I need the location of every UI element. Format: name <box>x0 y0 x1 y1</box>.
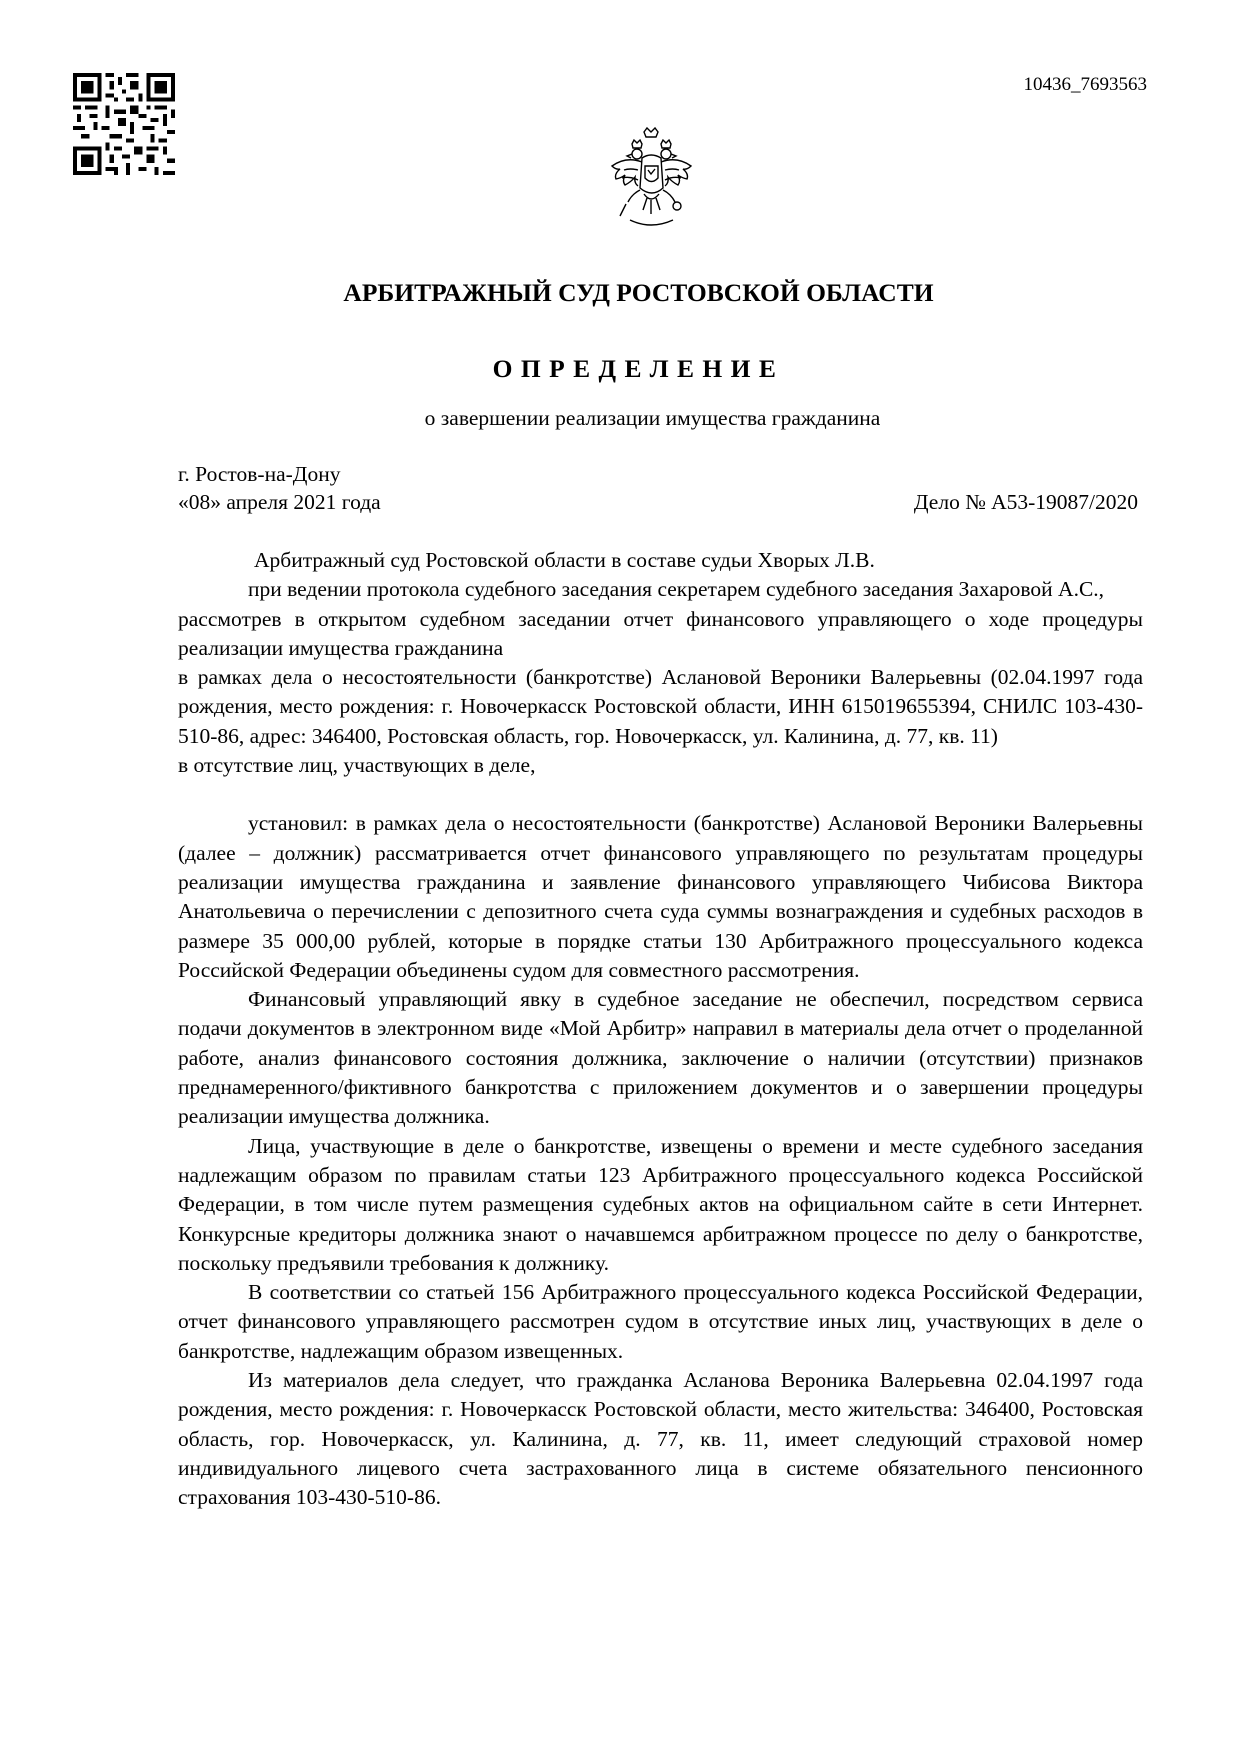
document-type: ОПРЕДЕЛЕНИЕ <box>492 354 785 383</box>
document-body <box>178 546 1143 1513</box>
paragraph-case-materials: Из материалов дела следует, что гражданка Асланова Вероника Валерьевна 02.04.1997 года рождения, место рождения: г. Новочеркасск Ростовской области, место жительства: 346400, Ростовская область, гор. Новочеркасск, ул. Калинина, д. 77, кв. 11, имеет следующий страховой номер индивидуального лицевого счета застрахованного лица в системе обязательного пенсионного страхования 103-430-510-86. <box>178 1368 1143 1510</box>
paragraph-article-156: В соответствии со статьей 156 Арбитражного процессуального кодекса Российской Федерации, отчет финансового управляющего рассмотрен судом в отсутствие иных лиц, участвующих в деле о банкротстве, надлежащим образом извещенных. <box>178 1280 1143 1363</box>
paragraph-notification: Лица, участвующие в деле о банкротстве, извещены о времени и месте судебного заседания надлежащим образом по правилам статьи 123 Арбитражного процессуального кодекса Российской Федерации, в том числе путем размещения судебных актов на официальном сайте в сети Интернет. Конкурсные кредиторы должника знают о начавшемся арбитражном процессе по делу о банкротстве, поскольку предъявили требования к должнику. <box>178 1133 1143 1275</box>
paragraph-absence: в отсутствие лиц, участвующих в деле, <box>178 753 536 778</box>
document-subject: о завершении реализации имущества гражданина <box>424 406 881 430</box>
court-name: АРБИТРАЖНЫЙ СУД РОСТОВСКОЙ ОБЛАСТИ <box>343 278 934 307</box>
paragraph-manager-report: Финансовый управляющий явку в судебное заседание не обеспечил, посредством сервиса подачи документов в электронном виде «Мой Арбитр» направил в материалы дела отчет о проделанной работе, анализ финансового состояния должника, заключение о наличии (отсутствии) признаков преднамеренного/фиктивного банкротства с приложением документов и о завершении процедуры реализации имущества должника. <box>178 987 1143 1129</box>
paragraph-secretary: при ведении протокола судебного заседания секретарем судебного заседания Захаровой А.С., <box>248 577 1105 602</box>
paragraph-considered: рассмотрев в открытом судебном заседании отчет финансового управляющего о ходе процедуры реализации имущества гражданина <box>178 606 1143 660</box>
city: г. Ростов-на-Дону <box>178 462 341 486</box>
paragraph-gap <box>178 780 1143 809</box>
case-number: Дело № А53-19087/2020 <box>913 490 1138 514</box>
paragraph-court-composition: Арбитражный суд Ростовской области в составе судьи Хворых Л.В. <box>254 548 875 572</box>
paragraph-debtor-case: в рамках дела о несостоятельности (банкротстве) Аслановой Вероники Валерьевны (02.04.1997 года рождения, место рождения: г. Новочеркасск Ростовской области, ИНН 615019655394, СНИЛС 103-430-510-86, адрес: 346400, Ростовская область, гор. Новочеркасск, ул. Калинина, д. 77, кв. 11) <box>178 665 1143 748</box>
document-date: «08» апреля 2021 года <box>178 490 381 514</box>
coat-of-arms-icon <box>604 126 699 230</box>
qr-code-icon <box>73 73 175 175</box>
paragraph-established: установил: в рамках дела о несостоятельности (банкротстве) Аслановой Вероники Валерьевны (далее – должник) рассматривается отчет финансового управляющего по результатам процедуры реализации имущества гражданина и заявление финансового управляющего Чибисова Виктора Анатольевича о перечислении с депозитного счета суда суммы вознаграждения и судебных расходов в размере 35 000,00 рублей, которые в порядке статьи 130 Арбитражного процессуального кодекса Российской Федерации объединены судом для совместного рассмотрения. <box>178 811 1143 982</box>
document-id: 10436_7693563 <box>1023 74 1147 95</box>
